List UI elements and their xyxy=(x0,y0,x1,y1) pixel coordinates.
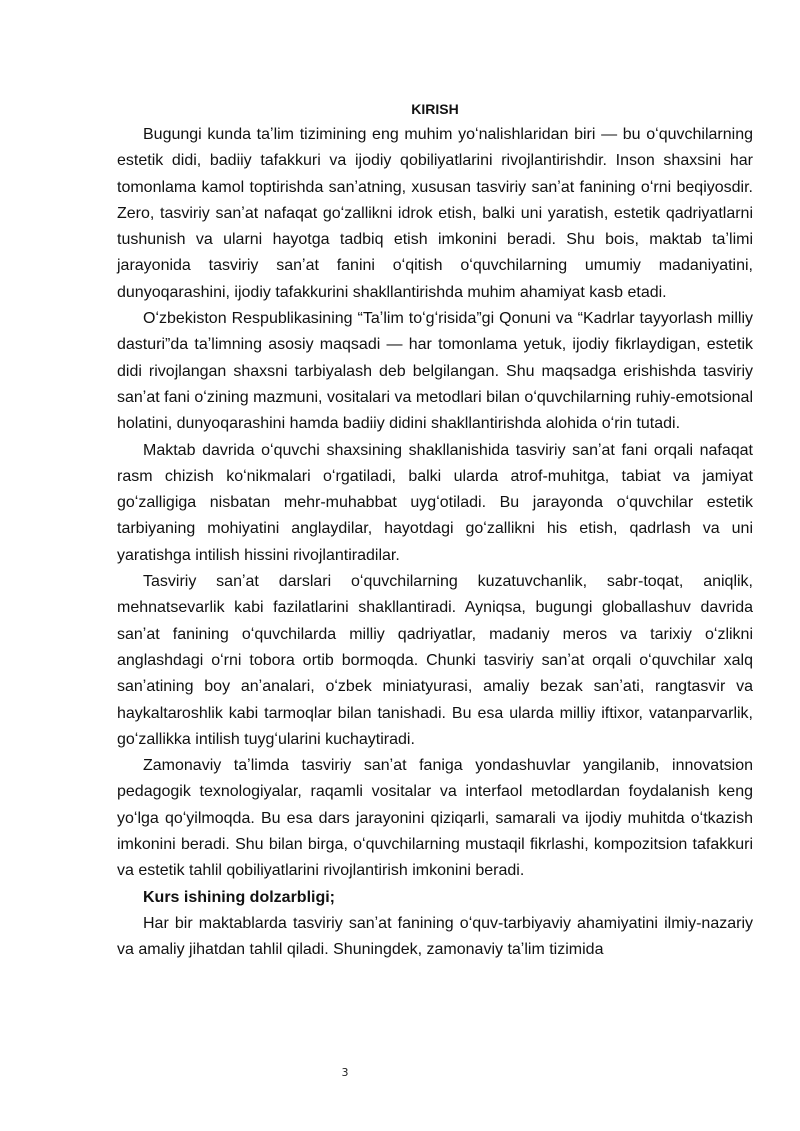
section-title: KIRISH xyxy=(411,101,459,117)
paragraph-2: Oʻzbekiston Respublikasining “Taʼlim toʻgʻrisida”gi Qonuni va “Kadrlar tayyorlash milliy dasturi”da taʼlimning asosiy maqsadi — har tomonlama yetuk, ijodiy fikrlaydigan, estetik didi rivojlangan shaxsni tarbiyalash deb belgilangan. Shu maqsadga erishishda tasviriy sanʼat fani oʻzining mazmuni, vositalari va metodlari bilan oʻquvchilarning ruhiy-emotsional holatini, dunyoqarashini hamda badiiy didini shakllantirishda alohida oʻrin tutadi. xyxy=(117,310,753,433)
paragraph-4: Tasviriy sanʼat darslari oʻquvchilarning kuzatuvchanlik, sabr-toqat, aniqlik, mehnatsevarlik kabi fazilatlarini shakllantiradi. Ayniqsa, bugungi globallashuv davrida sanʼat fanining oʻquvchilarda milliy qadriyatlar, madaniy meros va tarixiy oʻzlikni anglashdagi oʻrni tobora ortib bormoqda. Chunki tasviriy sanʼat orqali oʻquvchilar xalq sanʼatining boy anʼanalari, oʻzbek miniatyurasi, amaliy bezak sanʼati, rangtasvir va haykaltaroshlik kabi tarmoqlar bilan tanishadi. Bu esa ularda milliy iftixor, vatanparvarlik, goʻzallikka intilish tuygʻularini kuchaytiradi. xyxy=(117,573,753,748)
subsection-heading: Kurs ishining dolzarbligi; xyxy=(143,888,335,906)
paragraph-6: Har bir maktablarda tasviriy sanʼat fanining oʻquv-tarbiyaviy ahamiyatini ilmiy-nazariy va amaliy jihatdan tahlil qiladi. Shuningdek, zamonaviy taʼlim tizimida xyxy=(117,914,753,959)
paragraph-1: Bugungi kunda taʼlim tizimining eng muhim yoʻnalishlaridan biri — bu oʻquvchilarning estetik didi, badiiy tafakkuri va ijodiy qobiliyatlarini rivojlantirishdir. Inson shaxsini har tomonlama kamol toptirishda sanʼatning, xususan tasviriy sanʼat fanining oʻrni beqiyosdir. Zero, tasviriy sanʼat nafaqat goʻzallikni idrok etish, balki uni yaratish, estetik qadriyatlarni tushunish va ularni hayotga tadbiq etish imkonini beradi. Shu bois, maktab taʼlimi jarayonida tasviriy sanʼat fanini oʻqitish oʻquvchilarning umumiy madaniyatini, dunyoqarashini, ijodiy tafakkurini shakllantirishda muhim ahamiyat kasb etadi. xyxy=(117,126,753,301)
paragraph-3: Maktab davrida oʻquvchi shaxsining shakllanishida tasviriy sanʼat fani orqali nafaqat rasm chizish koʻnikmalari oʻrgatiladi, balki ularda atrof-muhitga, tabiat va jamiyat goʻzalligiga nisbatan mehr-muhabbat uygʻotiladi. Bu jarayonda oʻquvchilar estetik tarbiyaning mohiyatini anglaydilar, hayotdagi goʻzallikni his etish, qadrlash va uni yaratishga intilish hissini rivojlantiradilar. xyxy=(117,441,753,564)
page-number: 3 xyxy=(341,1066,349,1079)
paragraph-5: Zamonaviy taʼlimda tasviriy sanʼat faniga yondashuvlar yangilanib, innovatsion pedagogik texnologiyalar, raqamli vositalar va interfaol metodlardan foydalanish keng yoʻlga qoʻyilmoqda. Bu esa dars jarayonini qiziqarli, samarali va ijodiy muhitda oʻtkazish imkonini beradi. Shu bilan birga, oʻquvchilarning mustaqil fikrlashi, kompozitsion tafakkuri va estetik tahlil qobiliyatlarini rivojlantirish imkonini beradi. xyxy=(117,757,753,880)
document-page xyxy=(117,96,753,964)
